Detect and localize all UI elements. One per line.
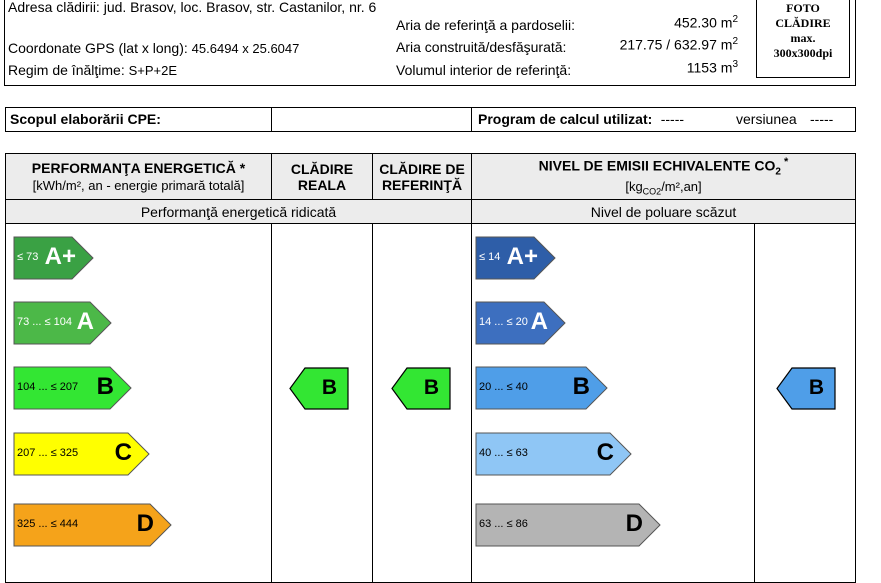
energy-class-letter: A: [76, 308, 94, 335]
photo-line-3: max.: [790, 31, 816, 45]
photo-line-2: CLĂDIRE: [775, 16, 831, 30]
program-value: -----: [660, 111, 685, 127]
ref-floor-label: Aria de referinţă a pardoselii:: [396, 17, 575, 33]
energy-class-arrow: [13, 301, 113, 345]
ref-title-1: CLĂDIRE DE: [379, 160, 465, 177]
ref-header: [372, 153, 472, 200]
gps-value: 45.6494 x 25.6047: [191, 41, 300, 56]
real-title-2: REALA: [297, 176, 347, 193]
emission-class-letter: C: [596, 439, 614, 466]
energy-class-arrow: [13, 503, 173, 547]
real-title-1: CLĂDIRE: [290, 160, 354, 177]
emission-class-letter: D: [625, 510, 643, 537]
emission-unit: $[kg_{CO2}/m^2,an]$: [625, 179, 702, 198]
real-class-badge: [289, 367, 350, 410]
gps-label: Coordonate GPS (lat x long):: [8, 40, 188, 56]
energy-class-range: 207 ... ≤ 325: [17, 447, 79, 459]
emission-class-arrow: [475, 301, 567, 345]
emission-class-badge-letter: B: [808, 375, 825, 399]
photo-line-4: 300x300dpi: [773, 46, 833, 60]
emission-class-range: ≤ 14: [479, 251, 501, 263]
emission-title: NIVEL DE EMISII ECHIVALENTE $CO_2$ *: [538, 155, 789, 178]
emission-header: [471, 153, 856, 200]
emission-subheader: [471, 199, 856, 224]
address-row: [8, 0, 376, 15]
emission-class-arrow: [475, 432, 633, 476]
emission-class-arrow: [475, 366, 609, 410]
program-cell: [471, 107, 856, 132]
address-value: jud. Brasov, loc. Brasov, str. Castanilor, nr. 6: [103, 0, 377, 15]
regime-row: [8, 62, 177, 78]
emission-sub-text: Nivel de poluare scăzut: [590, 203, 737, 220]
photo-line-1: FOTO: [786, 1, 820, 15]
perf-header: [5, 153, 272, 200]
emission-class-range: 14 ... ≤ 20: [479, 316, 528, 328]
scope-label: Scopul elaborării CPE:: [10, 111, 161, 127]
version-label: versiunea: [736, 111, 797, 127]
regime-value: S+P+2E: [128, 63, 178, 78]
real-header: [271, 153, 373, 200]
perf-title: PERFORMANŢA ENERGETICĂ *: [31, 160, 246, 176]
energy-class-range: 73 ... ≤ 104: [17, 316, 72, 328]
built-area-value: 217.75 / 632.97 $m^2$: [619, 36, 738, 53]
program-label: Program de calcul utilizat:: [478, 111, 653, 127]
emission-class-letter: A: [530, 308, 548, 335]
energy-class-letter: D: [136, 510, 154, 537]
version-value: -----: [810, 111, 834, 127]
energy-class-arrow: [13, 432, 151, 476]
ref-class-badge: [391, 367, 452, 410]
emission-class-arrow: [475, 236, 557, 280]
emission-class-range: 40 ... ≤ 63: [479, 447, 528, 459]
emission-class-range: 63 ... ≤ 86: [479, 518, 528, 530]
emission-class-arrow: [475, 503, 662, 547]
energy-class-arrow: [13, 366, 133, 410]
perf-unit: [kWh/m², an - energie primară totală]: [32, 178, 245, 193]
volume-label: Volumul interior de referinţă:: [396, 62, 572, 78]
energy-class-range: ≤ 73: [17, 251, 39, 263]
scope-label-cell: [5, 107, 272, 132]
gps-row: [8, 40, 299, 56]
address-label: Adresa clădirii:: [8, 0, 100, 15]
volume-value: 1153 $m^3$: [686, 59, 738, 76]
photo-box: [756, 0, 850, 78]
energy-class-range: 104 ... ≤ 207: [17, 381, 79, 393]
ref-title-2: REFERINŢĂ: [381, 176, 463, 193]
energy-class-letter: B: [96, 373, 114, 400]
ref-floor-value: 452.30 $m^2$: [674, 14, 738, 31]
emission-class-letter: A+: [506, 243, 538, 270]
regime-label: Regim de înălţime:: [8, 62, 125, 78]
perf-subheader: [5, 199, 472, 224]
scope-value-cell: [271, 107, 472, 132]
energy-class-letter: C: [114, 439, 132, 466]
built-area-label: Aria construită/desfăşurată:: [396, 39, 567, 55]
emission-class-range: 20 ... ≤ 40: [479, 381, 528, 393]
energy-class-arrow: [13, 236, 95, 280]
energy-class-range: 325 ... ≤ 444: [17, 518, 79, 530]
emission-class-letter: B: [572, 373, 590, 400]
emission-class-badge: [776, 367, 837, 410]
real-class-badge-letter: B: [321, 375, 338, 399]
perf-sub-text: Performanţă energetică ridicată: [140, 203, 337, 220]
ref-class-badge-letter: B: [423, 375, 440, 399]
energy-class-letter: A+: [44, 243, 76, 270]
